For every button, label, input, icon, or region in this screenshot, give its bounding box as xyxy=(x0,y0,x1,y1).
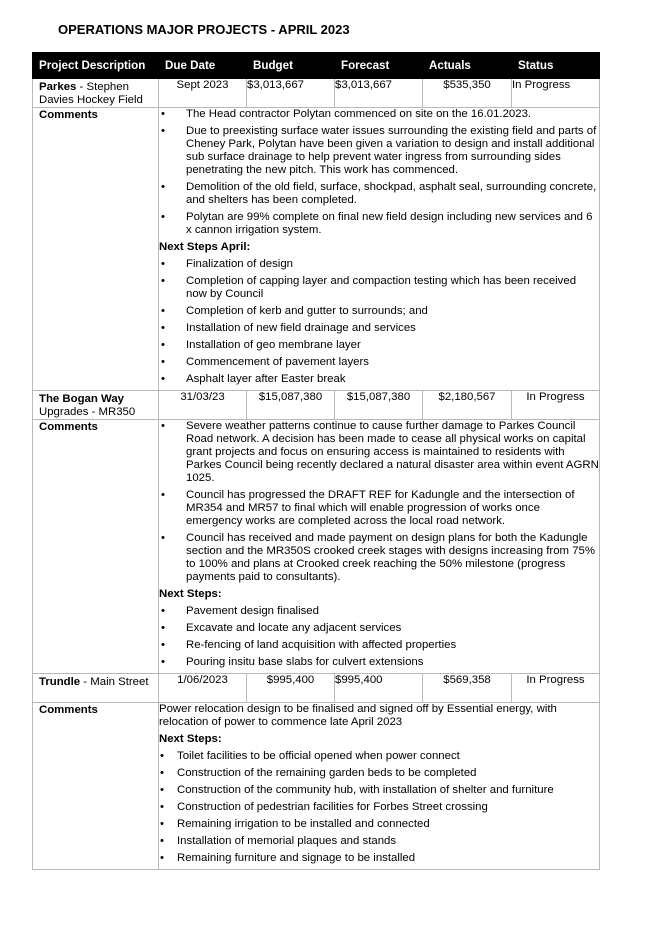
forecast: $3,013,667 xyxy=(335,79,423,108)
list-item: • Council has received and made payment on design plans for both the Kadungle section and the MR350S crooked creek stages with designs increasing from 75% to 100% and plans at Crooked creek reaching the 50% milestone (progress payments paid to consultants). xyxy=(159,532,599,584)
next-steps-heading: Next Steps: xyxy=(159,588,222,600)
list-item: • Council has progressed the DRAFT REF for Kadungle and the intersection of MR354 and MR57 to final which will enable progression of works once emergency works are completed across the local road network. xyxy=(159,489,599,528)
list-item: • Commencement of pavement layers xyxy=(159,356,599,369)
list-item: • Construction of the community hub, with installation of shelter and furniture xyxy=(159,784,599,797)
list-item: • Installation of memorial plaques and stands xyxy=(159,835,599,848)
comments-label: Comments xyxy=(33,108,159,391)
list-item: • Asphalt layer after Easter break xyxy=(159,373,599,386)
comments-row-bogan-way xyxy=(33,420,600,674)
budget: $3,013,667 xyxy=(247,79,335,108)
budget: $995,400 xyxy=(247,674,335,703)
budget: $15,087,380 xyxy=(247,391,335,420)
header-due-date: Due Date xyxy=(159,53,247,79)
next-steps-list xyxy=(159,750,599,865)
list-item: • Completion of capping layer and compaction testing which has been received now by Council xyxy=(159,275,599,301)
list-item: • Pavement design finalised xyxy=(159,605,599,618)
list-item: • Construction of pedestrian facilities for Forbes Street crossing xyxy=(159,801,599,814)
list-item: • Completion of kerb and gutter to surrounds; and xyxy=(159,305,599,318)
list-item: • Re-fencing of land acquisition with affected properties xyxy=(159,639,599,652)
forecast: $995,400 xyxy=(335,674,423,703)
list-item: • Severe weather patterns continue to cause further damage to Parkes Council Road network. A decision has been made to cease all physical works on capital grant projects and focus on ensuring access is maintained to residents with Parkes Council being recently declared a natural disaster area within event AGRN 1025. xyxy=(159,420,599,485)
actuals: $2,180,567 xyxy=(423,391,512,420)
project-description: Trundle - Main Street xyxy=(33,674,159,703)
next-steps-list xyxy=(159,605,599,669)
actuals: $569,358 xyxy=(423,674,512,703)
status: In Progress xyxy=(512,79,600,108)
header-forecast: Forecast xyxy=(335,53,423,79)
status: In Progress xyxy=(512,391,600,420)
list-item: • Due to preexisting surface water issues surrounding the existing field and parts of Cheney Park, Polytan have been given a variation to design and install additional sub surface drainage to help prevent water ingress from surrounding sides penetrating the new pitch. This work has commenced. xyxy=(159,125,599,177)
table-header-row xyxy=(33,53,600,79)
comments-row-trundle xyxy=(33,703,600,870)
next-steps-list xyxy=(159,258,599,386)
status: In Progress xyxy=(512,674,600,703)
list-item: • Construction of the remaining garden beds to be completed xyxy=(159,767,599,780)
header-budget: Budget xyxy=(247,53,335,79)
comments-label: Comments xyxy=(33,703,159,870)
header-status: Status xyxy=(512,53,600,79)
comments-list xyxy=(159,108,599,237)
comments-label: Comments xyxy=(33,420,159,674)
due-date: Sept 2023 xyxy=(159,79,247,108)
list-item: • Toilet facilities to be official opened when power connect xyxy=(159,750,599,763)
due-date: 1/06/2023 xyxy=(159,674,247,703)
comments-body xyxy=(159,420,600,674)
list-item: • Polytan are 99% complete on final new field design including new services and 6 x cannon irrigation system. xyxy=(159,211,599,237)
header-project-description: Project Description xyxy=(33,53,159,79)
header-actuals: Actuals xyxy=(423,53,512,79)
actuals: $535,350 xyxy=(423,79,512,108)
comments-row-parkes xyxy=(33,108,600,391)
list-item: • Remaining furniture and signage to be installed xyxy=(159,852,599,865)
comments-body xyxy=(159,108,600,391)
page-title: OPERATIONS MAJOR PROJECTS - APRIL 2023 xyxy=(58,22,350,37)
list-item: • Pouring insitu base slabs for culvert extensions xyxy=(159,656,599,669)
next-steps-heading: Next Steps: xyxy=(159,733,222,745)
due-date: 31/03/23 xyxy=(159,391,247,420)
list-item: • Installation of geo membrane layer xyxy=(159,339,599,352)
list-item: • Finalization of design xyxy=(159,258,599,271)
projects-table xyxy=(32,52,600,870)
list-item: • Excavate and locate any adjacent services xyxy=(159,622,599,635)
comments-list xyxy=(159,420,599,584)
list-item: • Demolition of the old field, surface, shockpad, asphalt seal, surrounding concrete, and shelters has been completed. xyxy=(159,181,599,207)
project-row-parkes xyxy=(33,79,600,108)
list-item: • Remaining irrigation to be installed and connected xyxy=(159,818,599,831)
forecast: $15,087,380 xyxy=(335,391,423,420)
project-row-bogan-way xyxy=(33,391,600,420)
comments-body xyxy=(159,703,600,870)
project-description: Parkes - Stephen Davies Hockey Field xyxy=(33,79,159,108)
next-steps-heading: Next Steps April: xyxy=(159,241,251,253)
list-item: • The Head contractor Polytan commenced on site on the 16.01.2023. xyxy=(159,108,599,121)
project-row-trundle xyxy=(33,674,600,703)
project-description: The Bogan Way Upgrades - MR350 xyxy=(33,391,159,420)
list-item: • Installation of new field drainage and services xyxy=(159,322,599,335)
comment-text: Power relocation design to be finalised and signed off by Essential energy, with relocation of power to commence late April 2023 xyxy=(159,703,557,728)
